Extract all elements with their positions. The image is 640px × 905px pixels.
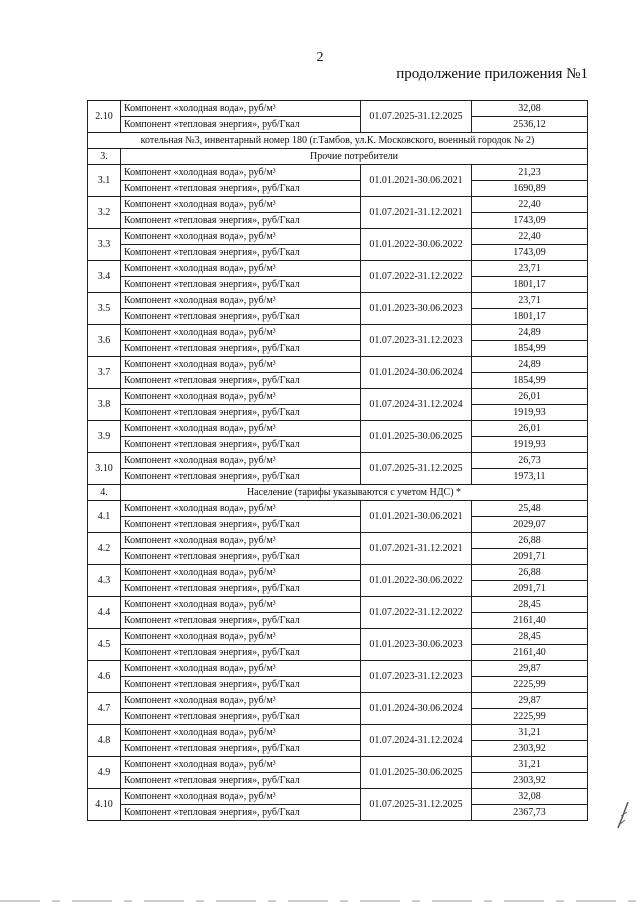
heat-energy-value: 1743,09 [472, 213, 588, 229]
cold-water-value: 25,48 [472, 501, 588, 517]
cold-water-value: 21,23 [472, 165, 588, 181]
tariff-period: 01.01.2021-30.06.2021 [361, 501, 472, 533]
group-number: 3.3 [88, 229, 121, 261]
table-row [88, 293, 588, 309]
table-row [88, 517, 588, 533]
table-row [88, 389, 588, 405]
table-row [88, 629, 588, 645]
tariff-period: 01.01.2021-30.06.2021 [361, 165, 472, 197]
tariff-period: 01.07.2025-31.12.2025 [361, 789, 472, 821]
group-number: 3.4 [88, 261, 121, 293]
cold-water-label: Компонент «холодная вода», руб/м³ [121, 597, 361, 613]
group-number: 3.10 [88, 453, 121, 485]
cold-water-label: Компонент «холодная вода», руб/м³ [121, 325, 361, 341]
cold-water-value: 26,01 [472, 421, 588, 437]
cold-water-value: 26,73 [472, 453, 588, 469]
table-row [88, 261, 588, 277]
heat-energy-label: Компонент «тепловая энергия», руб/Гкал [121, 277, 361, 293]
tariff-table [87, 100, 588, 821]
tariff-period: 01.07.2021-31.12.2021 [361, 197, 472, 229]
boiler-house-line: котельная №3, инвентарный номер 180 (г.Тамбов, ул.К. Московского, военный городок № 2) [88, 133, 588, 149]
heat-energy-label: Компонент «тепловая энергия», руб/Гкал [121, 373, 361, 389]
cold-water-label: Компонент «холодная вода», руб/м³ [121, 101, 361, 117]
table-row [88, 309, 588, 325]
tariff-period: 01.07.2021-31.12.2021 [361, 533, 472, 565]
table-row [88, 501, 588, 517]
group-number: 4.2 [88, 533, 121, 565]
heat-energy-label: Компонент «тепловая энергия», руб/Гкал [121, 677, 361, 693]
heat-energy-value: 2303,92 [472, 773, 588, 789]
table-row [88, 581, 588, 597]
group-number: 4.8 [88, 725, 121, 757]
heat-energy-value: 2161,40 [472, 645, 588, 661]
table-row [88, 101, 588, 117]
heat-energy-label: Компонент «тепловая энергия», руб/Гкал [121, 469, 361, 485]
table-row [88, 245, 588, 261]
cold-water-label: Компонент «холодная вода», руб/м³ [121, 197, 361, 213]
heat-energy-value: 1919,93 [472, 437, 588, 453]
heat-energy-label: Компонент «тепловая энергия», руб/Гкал [121, 709, 361, 725]
table-row [88, 421, 588, 437]
table-row [88, 373, 588, 389]
tariff-period: 01.07.2024-31.12.2024 [361, 389, 472, 421]
cold-water-value: 24,89 [472, 357, 588, 373]
heat-energy-value: 2225,99 [472, 677, 588, 693]
heat-energy-label: Компонент «тепловая энергия», руб/Гкал [121, 613, 361, 629]
table-row [88, 181, 588, 197]
heat-energy-label: Компонент «тепловая энергия», руб/Гкал [121, 213, 361, 229]
cold-water-label: Компонент «холодная вода», руб/м³ [121, 229, 361, 245]
heat-energy-label: Компонент «тепловая энергия», руб/Гкал [121, 773, 361, 789]
cold-water-value: 23,71 [472, 261, 588, 277]
cold-water-label: Компонент «холодная вода», руб/м³ [121, 757, 361, 773]
section-number: 3. [88, 149, 121, 165]
tariff-period: 01.07.2024-31.12.2024 [361, 725, 472, 757]
heat-energy-value: 1919,93 [472, 405, 588, 421]
heat-energy-value: 2536,12 [472, 117, 588, 133]
cold-water-value: 26,01 [472, 389, 588, 405]
heat-energy-value: 2161,40 [472, 613, 588, 629]
table-row [88, 677, 588, 693]
section-header-row [88, 485, 588, 501]
heat-energy-label: Компонент «тепловая энергия», руб/Гкал [121, 437, 361, 453]
section-title: Прочие потребители [121, 149, 588, 165]
heat-energy-value: 1743,09 [472, 245, 588, 261]
table-row [88, 773, 588, 789]
heat-energy-label: Компонент «тепловая энергия», руб/Гкал [121, 341, 361, 357]
table-row [88, 213, 588, 229]
cold-water-value: 28,45 [472, 597, 588, 613]
cold-water-label: Компонент «холодная вода», руб/м³ [121, 453, 361, 469]
group-number: 4.4 [88, 597, 121, 629]
table-row [88, 597, 588, 613]
group-number: 4.1 [88, 501, 121, 533]
heat-energy-value: 1973,11 [472, 469, 588, 485]
tariff-period: 01.01.2025-30.06.2025 [361, 421, 472, 453]
cold-water-label: Компонент «холодная вода», руб/м³ [121, 565, 361, 581]
group-number: 3.6 [88, 325, 121, 357]
cold-water-label: Компонент «холодная вода», руб/м³ [121, 421, 361, 437]
table-row [88, 117, 588, 133]
cold-water-label: Компонент «холодная вода», руб/м³ [121, 293, 361, 309]
heat-energy-label: Компонент «тепловая энергия», руб/Гкал [121, 805, 361, 821]
group-number: 4.10 [88, 789, 121, 821]
heat-energy-label: Компонент «тепловая энергия», руб/Гкал [121, 645, 361, 661]
table-row [88, 357, 588, 373]
cold-water-label: Компонент «холодная вода», руб/м³ [121, 789, 361, 805]
page-number: 2 [316, 50, 324, 65]
cold-water-value: 22,40 [472, 229, 588, 245]
table-row [88, 533, 588, 549]
cold-water-value: 22,40 [472, 197, 588, 213]
tariff-period: 01.01.2024-30.06.2024 [361, 693, 472, 725]
table-row [88, 325, 588, 341]
heat-energy-label: Компонент «тепловая энергия», руб/Гкал [121, 581, 361, 597]
heat-energy-label: Компонент «тепловая энергия», руб/Гкал [121, 517, 361, 533]
heat-energy-value: 1690,89 [472, 181, 588, 197]
tariff-period: 01.07.2022-31.12.2022 [361, 597, 472, 629]
cold-water-label: Компонент «холодная вода», руб/м³ [121, 693, 361, 709]
table-row [88, 549, 588, 565]
heat-energy-label: Компонент «тепловая энергия», руб/Гкал [121, 245, 361, 261]
heat-energy-value: 2091,71 [472, 549, 588, 565]
table-row [88, 341, 588, 357]
cold-water-value: 31,21 [472, 725, 588, 741]
heat-energy-value: 1801,17 [472, 309, 588, 325]
heat-energy-value: 1801,17 [472, 277, 588, 293]
heat-energy-value: 2029,07 [472, 517, 588, 533]
tariff-period: 01.07.2023-31.12.2023 [361, 661, 472, 693]
tariff-period: 01.07.2025-31.12.2025 [361, 101, 472, 133]
table-row [88, 757, 588, 773]
table-row [88, 437, 588, 453]
cold-water-value: 23,71 [472, 293, 588, 309]
tariff-period: 01.01.2023-30.06.2023 [361, 293, 472, 325]
table-row [88, 277, 588, 293]
cold-water-label: Компонент «холодная вода», руб/м³ [121, 661, 361, 677]
cold-water-label: Компонент «холодная вода», руб/м³ [121, 533, 361, 549]
table-row [88, 741, 588, 757]
group-number: 4.9 [88, 757, 121, 789]
tariff-period: 01.07.2025-31.12.2025 [361, 453, 472, 485]
table-row [88, 469, 588, 485]
heat-energy-value: 1854,99 [472, 341, 588, 357]
table-row [88, 133, 588, 149]
group-number: 4.3 [88, 565, 121, 597]
heat-energy-label: Компонент «тепловая энергия», руб/Гкал [121, 309, 361, 325]
table-row [88, 165, 588, 181]
scan-mark-icon [616, 800, 630, 830]
cold-water-value: 32,08 [472, 101, 588, 117]
tariff-period: 01.01.2022-30.06.2022 [361, 229, 472, 261]
table-row [88, 229, 588, 245]
section-number: 4. [88, 485, 121, 501]
table-row [88, 197, 588, 213]
table-row [88, 789, 588, 805]
cold-water-value: 28,45 [472, 629, 588, 645]
cold-water-value: 31,21 [472, 757, 588, 773]
group-number: 3.8 [88, 389, 121, 421]
group-number: 4.6 [88, 661, 121, 693]
table-row [88, 661, 588, 677]
table-row [88, 453, 588, 469]
cold-water-label: Компонент «холодная вода», руб/м³ [121, 725, 361, 741]
tariff-period: 01.01.2024-30.06.2024 [361, 357, 472, 389]
table-row [88, 805, 588, 821]
cold-water-label: Компонент «холодная вода», руб/м³ [121, 165, 361, 181]
tariff-period: 01.01.2025-30.06.2025 [361, 757, 472, 789]
section-title: Население (тарифы указываются с учетом НДС) * [121, 485, 588, 501]
cold-water-value: 24,89 [472, 325, 588, 341]
cold-water-label: Компонент «холодная вода», руб/м³ [121, 261, 361, 277]
cold-water-value: 29,87 [472, 693, 588, 709]
group-number: 3.7 [88, 357, 121, 389]
cold-water-label: Компонент «холодная вода», руб/м³ [121, 389, 361, 405]
table-row [88, 405, 588, 421]
cold-water-value: 29,87 [472, 661, 588, 677]
heat-energy-value: 2225,99 [472, 709, 588, 725]
table-row [88, 613, 588, 629]
tariff-period: 01.07.2023-31.12.2023 [361, 325, 472, 357]
group-number: 4.7 [88, 693, 121, 725]
heat-energy-value: 2091,71 [472, 581, 588, 597]
table-row [88, 709, 588, 725]
scan-bottom-edge [0, 895, 640, 905]
heat-energy-label: Компонент «тепловая энергия», руб/Гкал [121, 181, 361, 197]
table-row [88, 725, 588, 741]
heat-energy-value: 1854,99 [472, 373, 588, 389]
table-row [88, 565, 588, 581]
cold-water-value: 32,08 [472, 789, 588, 805]
group-number: 4.5 [88, 629, 121, 661]
cold-water-value: 26,88 [472, 533, 588, 549]
cold-water-label: Компонент «холодная вода», руб/м³ [121, 501, 361, 517]
cold-water-label: Компонент «холодная вода», руб/м³ [121, 357, 361, 373]
heat-energy-label: Компонент «тепловая энергия», руб/Гкал [121, 117, 361, 133]
heat-energy-label: Компонент «тепловая энергия», руб/Гкал [121, 405, 361, 421]
group-number: 3.2 [88, 197, 121, 229]
heat-energy-value: 2303,92 [472, 741, 588, 757]
group-number: 3.1 [88, 165, 121, 197]
group-number: 2.10 [88, 101, 121, 133]
tariff-table-body [88, 101, 588, 821]
table-row [88, 645, 588, 661]
tariff-period: 01.01.2022-30.06.2022 [361, 565, 472, 597]
table-row [88, 693, 588, 709]
heat-energy-label: Компонент «тепловая энергия», руб/Гкал [121, 549, 361, 565]
group-number: 3.9 [88, 421, 121, 453]
cold-water-value: 26,88 [472, 565, 588, 581]
heat-energy-value: 2367,73 [472, 805, 588, 821]
tariff-period: 01.07.2022-31.12.2022 [361, 261, 472, 293]
appendix-continuation-title: продолжение приложения №1 [396, 66, 588, 82]
group-number: 3.5 [88, 293, 121, 325]
cold-water-label: Компонент «холодная вода», руб/м³ [121, 629, 361, 645]
heat-energy-label: Компонент «тепловая энергия», руб/Гкал [121, 741, 361, 757]
section-header-row [88, 149, 588, 165]
tariff-period: 01.01.2023-30.06.2023 [361, 629, 472, 661]
